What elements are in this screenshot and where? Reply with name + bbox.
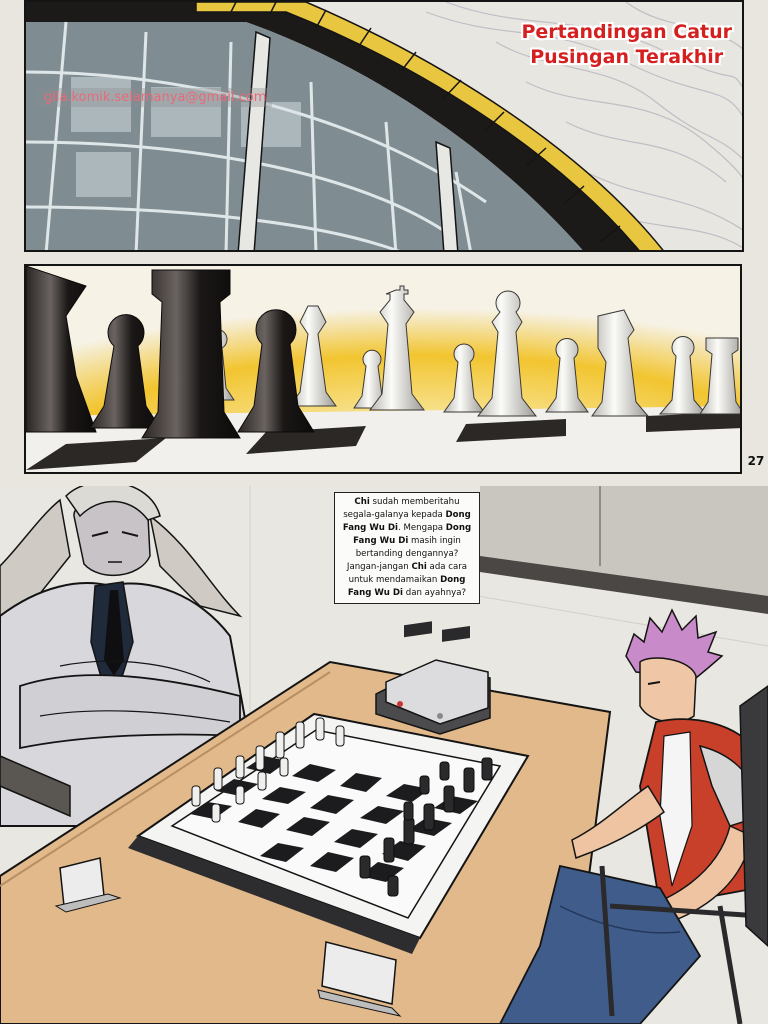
narration-segment: masih ingin bertanding dengannya? Jangan-jangan	[346, 536, 461, 572]
narration-segment: . Mengapa	[398, 523, 446, 533]
chess-pieces-illustration	[26, 266, 742, 474]
narration-segment: Chi	[411, 562, 427, 572]
narration-segment: Dong Fang Wu Di	[347, 575, 466, 598]
narration-segment: ada cara untuk mendamaikan	[348, 562, 468, 585]
chapter-title-line-1: Pertandingan Catur	[521, 21, 732, 43]
narration-segment: Dong Fang Wu Di	[353, 523, 472, 546]
watermark: gila.komik.selamanya@gmail.com	[38, 88, 272, 107]
narration-segment: dan ayahnya?	[403, 588, 467, 598]
chapter-title-line-2: Pusingan Terakhir	[530, 46, 724, 68]
narration-segment: sudah memberitahu segala-galanya kepada	[343, 497, 460, 520]
narration-segment: Chi	[354, 497, 370, 507]
panel-chess-pieces	[24, 264, 742, 474]
panel-chess-match	[0, 486, 768, 1024]
narration-box	[334, 492, 480, 604]
page-number: 27	[747, 454, 765, 468]
panel-stadium-exterior	[24, 0, 744, 252]
chapter-title	[521, 20, 732, 70]
narration-segment: Dong Fang Wu Di	[342, 510, 471, 533]
